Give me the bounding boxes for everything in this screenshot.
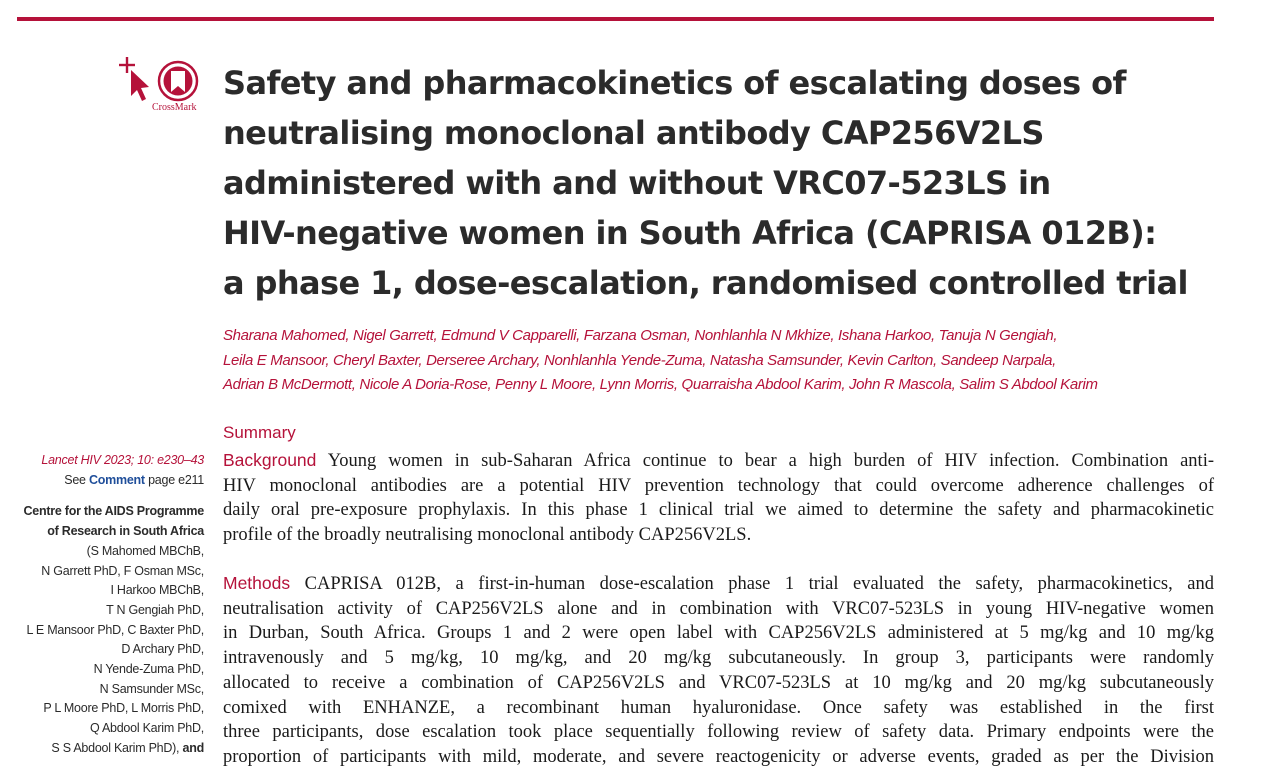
conjunction-and: and <box>179 740 204 755</box>
author-list <box>223 324 1223 398</box>
paragraph-line: comixed with ENHANZE, a recombinant human hyaluronidase. Once safety was established in the first <box>223 697 1214 718</box>
paragraph-line: intravenously and 5 mg/kg, 10 mg/kg, and 20 mg/kg subcutaneously. In group 3, participants were randomly <box>223 648 1214 669</box>
paragraph-line: three participants, dose escalation took place sequentially following review of safety data. Primary endpoints were the <box>223 722 1214 743</box>
affiliation-author-line: P L Moore PhD, L Morris PhD, <box>43 701 204 716</box>
see-suffix: page e211 <box>144 472 204 487</box>
affiliation-author-line <box>0 739 204 759</box>
summary-heading: Summary <box>223 423 296 442</box>
methods-paragraph <box>223 571 1214 770</box>
paragraph-line: HIV monoclonal antibodies are a potential HIV prevention technology that could overcome adherence challenges of <box>223 475 1214 496</box>
paragraph-line: daily oral pre-exposure prophylaxis. In this phase 1 clinical trial we aimed to determine the safety and pharmacokinetic <box>223 500 1214 521</box>
paragraph-line: Background Young women in sub-Saharan Africa continue to bear a high burden of HIV infection. Combination anti- <box>223 450 1214 471</box>
methods-heading: Methods <box>223 573 291 593</box>
paragraph-line: Methods CAPRISA 012B, a first-in-human dose-escalation phase 1 trial evaluated the safety, pharmacokinetics, and <box>223 573 1214 594</box>
author-line: Adrian B McDermott, Nicole A Doria-Rose, Penny L Moore, Lynn Morris, Quarraisha Abdool Karim, John R Mascola, Salim S Abdool Karim <box>223 376 1098 393</box>
paragraph-line: allocated to receive a combination of CAP256V2LS and VRC07-523LS at 10 mg/kg and 20 mg/kg subcutaneously <box>223 672 1214 693</box>
article-title <box>223 58 1213 308</box>
title-line: HIV-negative women in South Africa (CAPRISA 012B): <box>223 214 1157 252</box>
affiliation-author-line: N Garrett PhD, F Osman MSc, <box>41 563 204 578</box>
author-line: Sharana Mahomed, Nigel Garrett, Edmund V Capparelli, Farzana Osman, Nonhlanhla N Mkhize, Ishana Harkoo, Tanuja N Gengiah, <box>223 327 1058 344</box>
affiliation-author-line: L E Mansoor PhD, C Baxter PhD, <box>26 622 204 637</box>
crossmark-label: CrossMark <box>152 102 197 113</box>
journal-header-bar <box>17 17 1214 21</box>
title-line: administered with and without VRC07-523LS in <box>223 164 1051 202</box>
paragraph-line: neutralisation activity of CAP256V2LS alone and in combination with VRC07-523LS in young HIV-negative women <box>223 598 1214 619</box>
last-author-degree: S S Abdool Karim PhD), <box>51 740 180 755</box>
affiliation-author-line: (S Mahomed MBChB, <box>86 543 204 558</box>
author-line: Leila E Mansoor, Cheryl Baxter, Derseree Archary, Nonhlanhla Yende-Zuma, Natasha Samsunder, Kevin Carlton, Sandeep Narpala, <box>223 351 1056 369</box>
comment-link[interactable]: Comment <box>88 472 145 487</box>
paragraph-line: proportion of participants with mild, moderate, and severe reactogenicity or adverse events, graded as per the Division <box>223 746 1214 767</box>
affiliation-author-line: N Yende-Zuma PhD, <box>93 662 204 677</box>
paragraph-line: in Durban, South Africa. Groups 1 and 2 were open label with CAP256V2LS administered at 5 mg/kg and 10 mg/kg <box>223 623 1214 644</box>
affiliation-author-line: D Archary PhD, <box>121 642 204 657</box>
paragraph-line: profile of the broadly neutralising monoclonal antibody CAP256V2LS. <box>223 525 752 546</box>
affiliation-line: of Research in South Africa <box>47 524 204 539</box>
affiliation-author-line: N Samsunder MSc, <box>99 681 204 696</box>
title-line: neutralising monoclonal antibody CAP256V2LS <box>223 114 1044 152</box>
affiliation-name <box>0 502 204 541</box>
see-comment-note <box>0 471 204 491</box>
background-heading: Background <box>223 450 317 470</box>
title-line: Safety and pharmacokinetics of escalating doses of <box>223 64 1126 102</box>
affiliation-author-line: Q Abdool Karim PhD, <box>89 721 204 736</box>
see-prefix: See <box>64 472 89 487</box>
background-paragraph <box>223 448 1214 548</box>
journal-citation: Lancet HIV 2023; 10: e230–43 <box>41 453 204 467</box>
title-line: a phase 1, dose-escalation, randomised controlled trial <box>223 264 1188 302</box>
affiliation-author-line: I Harkoo MBChB, <box>110 583 204 598</box>
article-sidebar <box>0 451 204 759</box>
affiliation-author-line: T N Gengiah PhD, <box>106 602 204 617</box>
affiliation-line: Centre for the AIDS Programme <box>23 504 204 519</box>
